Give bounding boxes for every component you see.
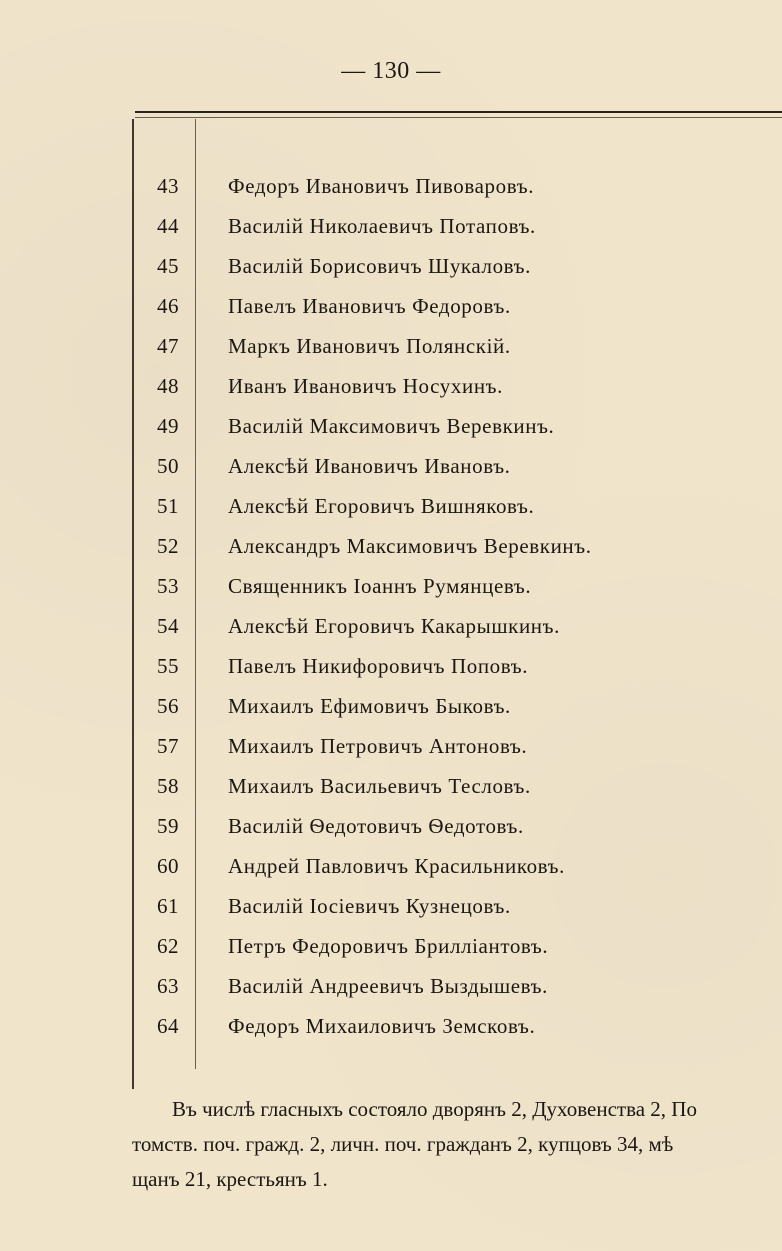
person-name: Василій Максимовичъ Веревкинъ. xyxy=(228,414,555,438)
table-row xyxy=(135,166,755,206)
row-number: 52 xyxy=(157,534,179,558)
table-row xyxy=(135,326,755,366)
person-name: Алексѣй Ивановичъ Ивановъ. xyxy=(228,454,511,478)
table-row xyxy=(135,686,755,726)
table-row xyxy=(135,406,755,446)
summary-line-2: томств. поч. гражд. 2, личн. поч. гражданъ 2, купцовъ 34, мѣ xyxy=(132,1132,674,1156)
row-number: 56 xyxy=(157,694,179,718)
person-name: Александръ Максимовичъ Веревкинъ. xyxy=(228,534,592,558)
table-top-rule-secondary xyxy=(135,117,782,118)
row-number: 64 xyxy=(157,1014,179,1038)
person-name: Василій Борисовичъ Шукаловъ. xyxy=(228,254,531,278)
person-name: Василій Андреевичъ Выздышевъ. xyxy=(228,974,548,998)
row-number: 58 xyxy=(157,774,179,798)
table-row xyxy=(135,446,755,486)
row-number: 47 xyxy=(157,334,179,358)
row-number: 45 xyxy=(157,254,179,278)
person-name: Михаилъ Васильевичъ Тесловъ. xyxy=(228,774,531,798)
row-number: 61 xyxy=(157,894,179,918)
table-left-rule xyxy=(132,119,134,1089)
row-number: 60 xyxy=(157,854,179,878)
table-row xyxy=(135,806,755,846)
row-number: 44 xyxy=(157,214,179,238)
row-number: 63 xyxy=(157,974,179,998)
table-row xyxy=(135,566,755,606)
row-number: 46 xyxy=(157,294,179,318)
table-row xyxy=(135,846,755,886)
person-name: Федоръ Ивановичъ Пивоваровъ. xyxy=(228,174,535,198)
row-number: 53 xyxy=(157,574,179,598)
person-name: Василій Ѳедотовичъ Ѳедотовъ. xyxy=(228,814,524,838)
table-row xyxy=(135,366,755,406)
table-row xyxy=(135,646,755,686)
page-number: — 130 — xyxy=(341,58,441,84)
row-number: 50 xyxy=(157,454,179,478)
person-name: Иванъ Ивановичъ Носухинъ. xyxy=(228,374,503,398)
table-row xyxy=(135,926,755,966)
table-row xyxy=(135,1006,755,1046)
row-number: 51 xyxy=(157,494,179,518)
row-number: 48 xyxy=(157,374,179,398)
row-number: 57 xyxy=(157,734,179,758)
table-row xyxy=(135,606,755,646)
row-number: 54 xyxy=(157,614,179,638)
table-row xyxy=(135,286,755,326)
table-top-rule xyxy=(135,111,782,113)
person-name: Павелъ Ивановичъ Федоровъ. xyxy=(228,294,511,318)
row-number: 55 xyxy=(157,654,179,678)
person-name: Алексѣй Егоровичъ Вишняковъ. xyxy=(228,494,535,518)
person-name: Маркъ Ивановичъ Полянскій. xyxy=(228,334,511,358)
summary-line-1: Въ числѣ гласныхъ состояло дворянъ 2, Духовенства 2, По xyxy=(172,1097,697,1121)
summary-paragraph xyxy=(132,1092,782,1197)
person-name: Михаилъ Петровичъ Антоновъ. xyxy=(228,734,528,758)
table-row xyxy=(135,766,755,806)
table-row xyxy=(135,526,755,566)
table-row xyxy=(135,726,755,766)
person-name: Федоръ Михаиловичъ Земсковъ. xyxy=(228,1014,536,1038)
person-name: Василій Іосіевичъ Кузнецовъ. xyxy=(228,894,511,918)
person-name: Алексѣй Егоровичъ Какарышкинъ. xyxy=(228,614,560,638)
table-row xyxy=(135,246,755,286)
person-name: Павелъ Никифоровичъ Поповъ. xyxy=(228,654,529,678)
table-row xyxy=(135,206,755,246)
row-number: 59 xyxy=(157,814,179,838)
table-row xyxy=(135,486,755,526)
person-name: Андрей Павловичъ Красильниковъ. xyxy=(228,854,565,878)
table-row xyxy=(135,966,755,1006)
person-name: Священникъ Іоаннъ Румянцевъ. xyxy=(228,574,532,598)
row-number: 49 xyxy=(157,414,179,438)
person-name: Михаилъ Ефимовичъ Быковъ. xyxy=(228,694,511,718)
person-name: Василій Николаевичъ Потаповъ. xyxy=(228,214,536,238)
summary-line-3: щанъ 21, крестьянъ 1. xyxy=(132,1167,328,1191)
row-number: 43 xyxy=(157,174,179,198)
table-row xyxy=(135,886,755,926)
person-name: Петръ Федоровичъ Брилліантовъ. xyxy=(228,934,549,958)
row-number: 62 xyxy=(157,934,179,958)
